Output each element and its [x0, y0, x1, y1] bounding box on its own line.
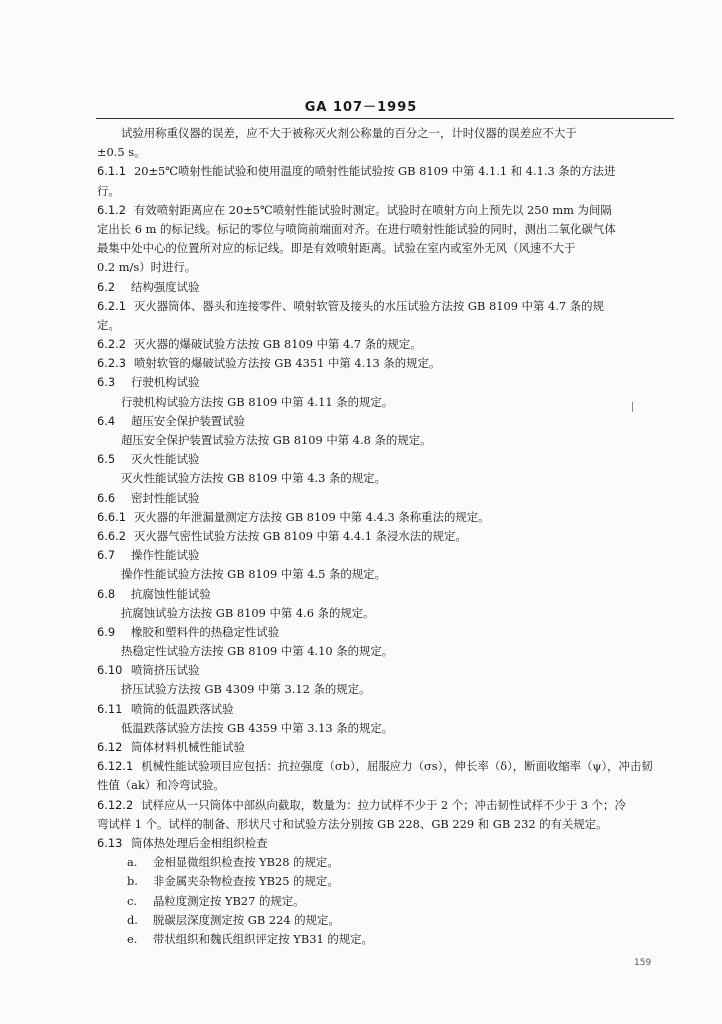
clause-line: [97, 700, 669, 719]
line-text: 行。: [97, 183, 120, 198]
line-text: 挤压试验方法按 GB 4309 中第 3.12 条的规定。: [121, 682, 371, 697]
clause-line: [97, 412, 669, 431]
line-text: 性值（ak）和冷弯试验。: [97, 778, 225, 793]
clause-body-line: [97, 469, 669, 488]
paragraph-line: [97, 776, 669, 795]
clause-number: 6.2: [97, 279, 116, 294]
line-text: 超压安全保护装置试验方法按 GB 8109 中第 4.8 条的规定。: [121, 433, 432, 447]
clause-line: [97, 546, 669, 565]
clause-number: 6.4: [97, 413, 116, 428]
list-item-label: b.: [127, 874, 138, 889]
list-item: [97, 930, 669, 949]
line-text: 筒体材料机械性能试验: [131, 740, 245, 754]
clause-line: [97, 373, 669, 392]
line-text: 筒体热处理后金相组织检查: [131, 835, 268, 850]
paragraph-line: [97, 220, 669, 239]
clause-line: [97, 834, 669, 853]
clause-number: 6.8: [97, 586, 116, 601]
line-text: 灭火性能试验: [131, 452, 200, 467]
line-text: 非金属夹杂物检查按 YB25 的规定。: [153, 874, 339, 889]
clause-line: [97, 450, 669, 469]
line-text: 定出长 6 m 的标记线。标记的零位与喷筒前端面对齐。在进行喷射性能试验的同时，测出二氧化碳气体: [97, 221, 616, 236]
document-body: [97, 124, 669, 949]
list-item: [97, 911, 669, 930]
clause-number: 6.6.2: [97, 528, 126, 543]
line-text: 抗腐蚀性能试验: [131, 586, 211, 601]
list-item-label: d.: [127, 912, 138, 927]
line-text: 低温跌落试验方法按 GB 4359 中第 3.13 条的规定。: [121, 720, 394, 735]
line-text: 试验用称重仪器的误差，应不大于被称灭火剂公称量的百分之一，计时仪器的误差应不大于: [121, 126, 577, 140]
line-text: 有效喷射距离应在 20±5℃喷射性能试验时测定。试验时在喷射方向上预先以 250 mm 为间隔: [133, 202, 612, 217]
clause-number: 6.5: [97, 452, 116, 467]
clause-line: [97, 623, 669, 642]
clause-number: 6.11: [97, 701, 123, 716]
line-text: 最集中处中心的位置所对应的标记线。即是有效喷射距离。试验在室内或室外无风（风速不大于: [97, 241, 576, 256]
line-text: ±0.5 s。: [97, 145, 146, 160]
paragraph-line: [97, 815, 669, 834]
clause-body-line: [97, 604, 669, 623]
clause-body-line: [97, 642, 669, 661]
clause-line: [97, 297, 669, 316]
line-text: 橡胶和塑料件的热稳定性试验: [131, 624, 280, 639]
paragraph-line: [97, 124, 669, 143]
line-text: 抗腐蚀试验方法按 GB 8109 中第 4.6 条的规定。: [121, 605, 375, 620]
line-text: 喷射软管的爆破试验方法按 GB 4351 中第 4.13 条的规定。: [133, 356, 441, 371]
paragraph-line: [97, 258, 669, 277]
clause-number: 6.1.2: [97, 202, 126, 217]
clause-number: 6.6: [97, 490, 116, 505]
clause-number: 6.2.1: [97, 298, 126, 313]
line-text: 机械性能试验项目应包括：抗拉强度（σb），屈服应力（σs），伸长率（δ），断面收缩率（ψ），冲击韧: [141, 759, 653, 774]
line-text: 灭火器气密性试验方法按 GB 8109 中第 4.4.1 条浸水法的规定。: [133, 528, 467, 543]
clause-body-line: [97, 680, 669, 699]
line-text: 20±5℃喷射性能试验和使用温度的喷射性能试验按 GB 8109 中第 4.1.1 和 4.1.3 条的方法进: [133, 164, 616, 179]
line-text: 操作性能试验方法按 GB 8109 中第 4.5 条的规定。: [121, 567, 386, 582]
list-item-label: a.: [127, 855, 138, 870]
paragraph-line: [97, 143, 669, 162]
clause-number: 6.2.2: [97, 337, 126, 352]
line-text: 灭火器筒体、器头和连接零件、喷射软管及接头的水压试验方法按 GB 8109 中第 4.7 条的规: [133, 298, 604, 313]
clause-line: [97, 201, 669, 220]
line-text: 行驶机构试验: [131, 375, 200, 390]
paragraph-line: [97, 239, 669, 258]
clause-number: 6.1.1: [97, 164, 126, 179]
clause-line: [97, 508, 669, 527]
clause-line: [97, 354, 669, 373]
line-text: 密封性能试验: [131, 490, 200, 505]
line-text: 灭火器的爆破试验方法按 GB 8109 中第 4.7 条的规定。: [133, 337, 422, 352]
line-text: 喷筒挤压试验: [131, 663, 200, 678]
scan-artifact: [632, 402, 633, 412]
clause-body-line: [97, 565, 669, 584]
line-text: 定。: [97, 317, 120, 332]
list-item: [97, 853, 669, 872]
clause-number: 6.12.1: [97, 759, 134, 774]
page-header: GA 107－1995: [304, 100, 418, 115]
line-text: 超压安全保护装置试验: [131, 413, 245, 428]
clause-body-line: [97, 431, 669, 450]
line-text: 结构强度试验: [131, 279, 200, 294]
line-text: 喷筒的低温跌落试验: [131, 701, 234, 716]
page-number: 159: [634, 958, 652, 968]
paragraph-line: [97, 316, 669, 335]
line-text: 热稳定性试验方法按 GB 8109 中第 4.10 条的规定。: [121, 644, 394, 659]
clause-line: [97, 796, 669, 815]
line-text: 脱碳层深度测定按 GB 224 的规定。: [153, 912, 340, 927]
line-text: 弯试样 1 个。试样的制备、形状尺寸和试验方法分别按 GB 228、GB 229 和 GB 232 的有关规定。: [97, 816, 608, 831]
clause-body-line: [97, 719, 669, 738]
list-item-label: e.: [127, 931, 138, 946]
header-rule: [96, 118, 674, 119]
clause-line: [97, 757, 669, 776]
clause-number: 6.12: [97, 740, 123, 754]
line-text: 灭火性能试验方法按 GB 8109 中第 4.3 条的规定。: [121, 471, 386, 486]
clause-line: [97, 738, 669, 757]
clause-line: [97, 661, 669, 680]
clause-body-line: [97, 393, 669, 412]
line-text: 灭火器的年泄漏量测定方法按 GB 8109 中第 4.4.3 条称重法的规定。: [133, 509, 490, 524]
clause-number: 6.9: [97, 624, 116, 639]
clause-number: 6.7: [97, 548, 116, 563]
clause-number: 6.10: [97, 663, 123, 678]
line-text: 0.2 m/s）时进行。: [97, 260, 197, 275]
line-text: 金相显微组织检查按 YB28 的规定。: [153, 855, 339, 870]
line-text: 带状组织和魏氏组织评定按 YB31 的规定。: [153, 931, 373, 946]
clause-line: [97, 335, 669, 354]
clause-number: 6.12.2: [97, 797, 134, 812]
line-text: 晶粒度测定按 YB27 的规定。: [153, 893, 305, 908]
list-item-label: c.: [127, 893, 138, 908]
line-text: 操作性能试验: [131, 548, 200, 563]
line-text: 试样应从一只筒体中部纵向截取，数量为：拉力试样不少于 2 个；冲击韧性试样不少于 3 个；冷: [141, 797, 626, 812]
line-text: 行驶机构试验方法按 GB 8109 中第 4.11 条的规定。: [121, 394, 394, 409]
clause-number: 6.13: [97, 835, 123, 850]
clause-number: 6.2.3: [97, 356, 126, 371]
clause-line: [97, 278, 669, 297]
clause-line: [97, 162, 669, 181]
clause-line: [97, 585, 669, 604]
clause-line: [97, 527, 669, 546]
clause-line: [97, 489, 669, 508]
paragraph-line: [97, 182, 669, 201]
list-item: [97, 872, 669, 891]
clause-number: 6.6.1: [97, 509, 126, 524]
clause-number: 6.3: [97, 375, 116, 390]
list-item: [97, 892, 669, 911]
